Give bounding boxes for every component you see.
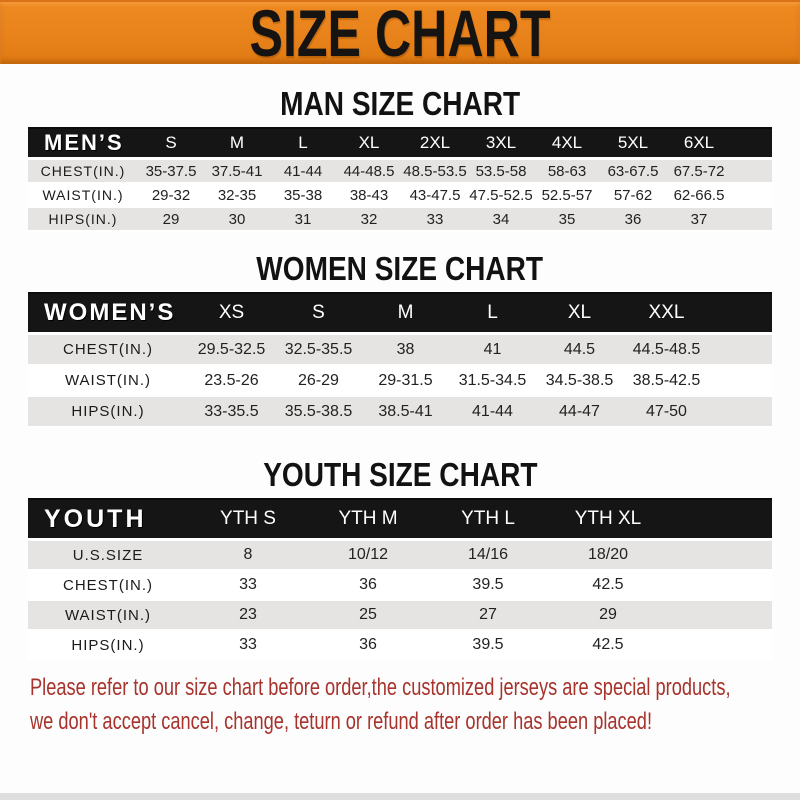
spacer-cell	[668, 571, 772, 601]
size-column-header: XXL	[623, 292, 710, 335]
size-value-cell: 25	[308, 601, 428, 631]
size-column-header: YTH L	[428, 498, 548, 541]
disclaimer-note	[0, 672, 800, 740]
size-value-cell: 29-31.5	[362, 366, 449, 397]
size-value-cell: 38.5-41	[362, 397, 449, 428]
size-value-cell: 29	[138, 208, 204, 232]
size-value-cell: 30	[204, 208, 270, 232]
size-column-header: XL	[536, 292, 623, 335]
women-section-title-text: WOMEN SIZE CHART	[256, 250, 544, 287]
spacer-cell	[710, 366, 772, 397]
size-value-cell: 37.5-41	[204, 160, 270, 184]
size-value-cell: 26-29	[275, 366, 362, 397]
spacer-cell	[710, 397, 772, 428]
size-value-cell: 31.5-34.5	[449, 366, 536, 397]
size-value-cell: 33	[188, 631, 308, 661]
size-value-cell: 41-44	[449, 397, 536, 428]
women-corner-label: WOMEN’S	[28, 292, 188, 335]
size-column-header: 3XL	[468, 127, 534, 160]
table-row	[28, 335, 772, 366]
bottom-edge-strip	[0, 793, 800, 800]
row-label: WAIST(IN.)	[28, 184, 138, 208]
size-value-cell: 38.5-42.5	[623, 366, 710, 397]
spacer-cell	[710, 335, 772, 366]
size-value-cell: 44.5	[536, 335, 623, 366]
size-value-cell: 35-37.5	[138, 160, 204, 184]
size-value-cell: 35	[534, 208, 600, 232]
size-value-cell: 52.5-57	[534, 184, 600, 208]
spacer-cell	[668, 541, 772, 571]
size-value-cell: 44.5-48.5	[623, 335, 710, 366]
row-label: WAIST(IN.)	[28, 601, 188, 631]
size-value-cell: 36	[600, 208, 666, 232]
size-value-cell: 10/12	[308, 541, 428, 571]
spacer-cell	[668, 601, 772, 631]
size-value-cell: 41	[449, 335, 536, 366]
women-table-header-row	[28, 292, 772, 335]
spacer-cell	[732, 184, 772, 208]
size-value-cell: 14/16	[428, 541, 548, 571]
men-section-title	[0, 87, 800, 127]
size-column-header: M	[362, 292, 449, 335]
youth-table-header-row	[28, 498, 772, 541]
size-column-header: XS	[188, 292, 275, 335]
size-value-cell: 57-62	[600, 184, 666, 208]
size-value-cell: 63-67.5	[600, 160, 666, 184]
men-size-table	[28, 127, 772, 232]
size-value-cell: 36	[308, 571, 428, 601]
row-label: WAIST(IN.)	[28, 366, 188, 397]
row-label: HIPS(IN.)	[28, 631, 188, 661]
size-column-header: S	[138, 127, 204, 160]
size-value-cell: 67.5-72	[666, 160, 732, 184]
table-row	[28, 601, 772, 631]
size-value-cell: 33-35.5	[188, 397, 275, 428]
size-value-cell: 29.5-32.5	[188, 335, 275, 366]
size-value-cell: 44-48.5	[336, 160, 402, 184]
spacer-cell	[732, 208, 772, 232]
row-label: CHEST(IN.)	[28, 160, 138, 184]
size-value-cell: 29	[548, 601, 668, 631]
youth-section-title	[0, 458, 800, 498]
row-label: CHEST(IN.)	[28, 335, 188, 366]
row-label: HIPS(IN.)	[28, 208, 138, 232]
size-value-cell: 32.5-35.5	[275, 335, 362, 366]
size-column-header: 4XL	[534, 127, 600, 160]
size-value-cell: 44-47	[536, 397, 623, 428]
size-value-cell: 35.5-38.5	[275, 397, 362, 428]
size-column-header: YTH S	[188, 498, 308, 541]
size-column-header: XL	[336, 127, 402, 160]
table-row	[28, 160, 772, 184]
size-column-header: YTH XL	[548, 498, 668, 541]
size-value-cell: 62-66.5	[666, 184, 732, 208]
size-value-cell: 42.5	[548, 571, 668, 601]
size-value-cell: 39.5	[428, 571, 548, 601]
row-label: U.S.SIZE	[28, 541, 188, 571]
banner-title: SIZE CHART	[249, 0, 551, 70]
size-value-cell: 47-50	[623, 397, 710, 428]
size-column-header: YTH M	[308, 498, 428, 541]
size-value-cell: 53.5-58	[468, 160, 534, 184]
row-label: HIPS(IN.)	[28, 397, 188, 428]
table-row	[28, 571, 772, 601]
table-row	[28, 541, 772, 571]
size-value-cell: 27	[428, 601, 548, 631]
youth-size-table	[28, 498, 772, 661]
table-row	[28, 397, 772, 428]
men-corner-label: MEN’S	[28, 127, 138, 160]
size-value-cell: 48.5-53.5	[402, 160, 468, 184]
size-value-cell: 41-44	[270, 160, 336, 184]
size-column-header: L	[270, 127, 336, 160]
row-label: CHEST(IN.)	[28, 571, 188, 601]
size-column-header: S	[275, 292, 362, 335]
size-value-cell: 47.5-52.5	[468, 184, 534, 208]
size-column-header: L	[449, 292, 536, 335]
size-value-cell: 34.5-38.5	[536, 366, 623, 397]
size-value-cell: 58-63	[534, 160, 600, 184]
disclaimer-line-2: we don't accept cancel, change, teturn or refund after order has been placed!	[30, 708, 653, 735]
size-value-cell: 29-32	[138, 184, 204, 208]
size-column-header: 2XL	[402, 127, 468, 160]
size-value-cell: 23.5-26	[188, 366, 275, 397]
size-column-header: 6XL	[666, 127, 732, 160]
women-section-title	[0, 252, 800, 292]
youth-corner-label: YOUTH	[28, 498, 188, 541]
size-value-cell: 34	[468, 208, 534, 232]
size-value-cell: 35-38	[270, 184, 336, 208]
size-value-cell: 33	[188, 571, 308, 601]
youth-section-title-text: YOUTH SIZE CHART	[262, 456, 538, 493]
disclaimer-line-1: Please refer to our size chart before order,the customized jerseys are special products,	[30, 674, 731, 701]
spacer-cell	[732, 160, 772, 184]
size-value-cell: 37	[666, 208, 732, 232]
size-value-cell: 31	[270, 208, 336, 232]
size-value-cell: 32-35	[204, 184, 270, 208]
size-value-cell: 18/20	[548, 541, 668, 571]
spacer-cell	[668, 631, 772, 661]
size-value-cell: 36	[308, 631, 428, 661]
spacer-cell	[710, 292, 772, 335]
size-value-cell: 42.5	[548, 631, 668, 661]
women-size-table	[28, 292, 772, 428]
table-row	[28, 631, 772, 661]
size-value-cell: 38	[362, 335, 449, 366]
table-row	[28, 208, 772, 232]
size-value-cell: 32	[336, 208, 402, 232]
spacer-cell	[668, 498, 772, 541]
size-value-cell: 8	[188, 541, 308, 571]
size-value-cell: 39.5	[428, 631, 548, 661]
spacer-cell	[732, 127, 772, 160]
men-section-title-text: MAN SIZE CHART	[280, 85, 520, 122]
size-value-cell: 23	[188, 601, 308, 631]
table-row	[28, 184, 772, 208]
size-column-header: M	[204, 127, 270, 160]
size-value-cell: 38-43	[336, 184, 402, 208]
size-chart-banner	[0, 0, 800, 70]
size-value-cell: 33	[402, 208, 468, 232]
men-table-header-row	[28, 127, 772, 160]
size-column-header: 5XL	[600, 127, 666, 160]
table-row	[28, 366, 772, 397]
size-value-cell: 43-47.5	[402, 184, 468, 208]
